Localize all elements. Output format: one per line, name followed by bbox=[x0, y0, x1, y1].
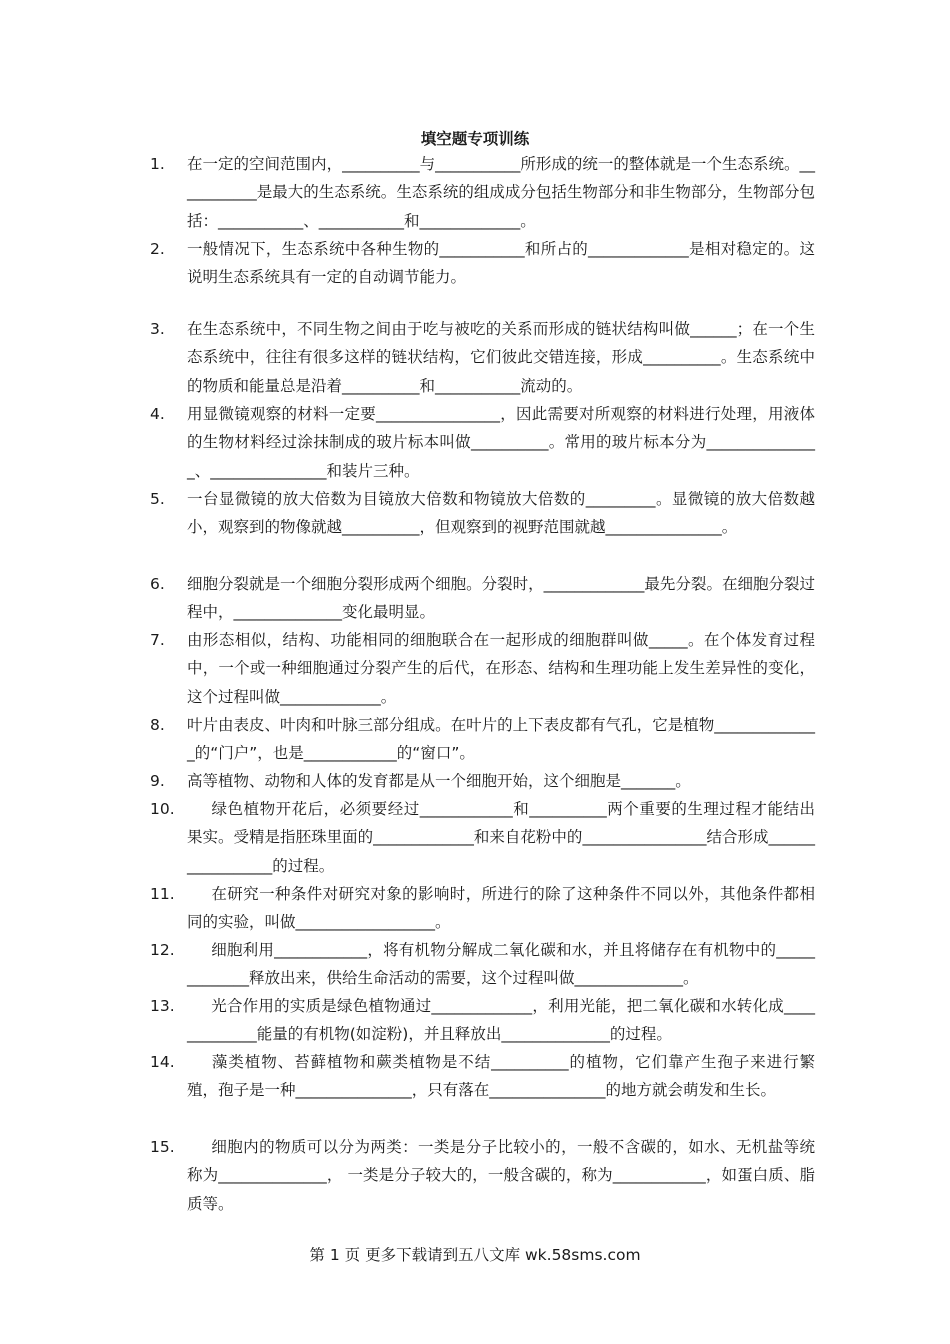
question-text-body: 在研究一种条件对研究对象的影响时，所进行的除了这种条件不同以外，其他条件都相同的实验，叫做__________________。 bbox=[187, 885, 815, 932]
question-text: 叶片由表皮、叶肉和叶脉三部分组成。在叶片的上下表皮都有气孔，它是植物______________的“门户”，也是____________的“窗口”。 bbox=[187, 716, 815, 763]
question-text: 由形态相似，结构、功能相同的细胞联合在一起形成的细胞群叫做_____。在个体发育过程中，一个或一种细胞通过分裂产生的后代，在形态、结构和生理功能上发生差异性的变化，这个过程叫做_____________。 bbox=[187, 631, 815, 706]
question-text-body: 细胞内的物质可以分为两类：一类是分子比较小的，一般不含碳的，如水、无机盐等统称为______________， 一类是分子较大的，一般含碳的，称为____________，如蛋白质、脂质等。 bbox=[187, 1138, 815, 1213]
question-number: 12. bbox=[150, 941, 175, 959]
question-item bbox=[150, 767, 815, 795]
question-number: 9. bbox=[150, 772, 165, 790]
question-number: 13. bbox=[150, 997, 175, 1015]
question-text: 一台显微镜的放大倍数为目镜放大倍数和物镜放大倍数的_________。显微镜的放大倍数越小，观察到的物像就越__________，但观察到的视野范围就越_______________。 bbox=[187, 490, 815, 537]
question-number: 10. bbox=[150, 800, 175, 818]
question-text-body: 藻类植物、苔藓植物和蕨类植物是不结__________的植物，它们靠产生孢子来进行繁殖，孢子是一种_______________，只有落在_______________的地方就会萌发和生长。 bbox=[187, 1053, 815, 1100]
question-item bbox=[150, 485, 815, 542]
question-text bbox=[187, 1048, 815, 1105]
question-text bbox=[187, 795, 815, 880]
question-text-body: 绿色植物开花后，必须要经过____________和__________两个重要的生理过程才能结出果实。受精是指胚珠里面的_____________和来自花粉中的________________结合形成_________________的过程。 bbox=[187, 800, 815, 875]
question-number: 14. bbox=[150, 1053, 175, 1071]
question-item bbox=[150, 880, 815, 937]
question-text-body: 细胞利用____________，将有机物分解成二氧化碳和水，并且将储存在有机物中的_____________释放出来，供给生命活动的需要，这个过程叫做______________。 bbox=[187, 941, 815, 988]
question-text: 一般情况下，生态系统中各种生物的___________和所占的_____________是相对稳定的。这说明生态系统具有一定的自动调节能力。 bbox=[187, 240, 815, 287]
question-number: 1. bbox=[150, 155, 165, 173]
question-number: 4. bbox=[150, 405, 165, 423]
question-item bbox=[150, 936, 815, 993]
question-item bbox=[150, 235, 815, 292]
question-item bbox=[150, 315, 815, 400]
question-text-body: 光合作用的实质是绿色植物通过_____________，利用光能，把二氧化碳和水转化成_____________能量的有机物(如淀粉)，并且释放出______________的过程。 bbox=[187, 997, 815, 1044]
question-number: 15. bbox=[150, 1138, 175, 1156]
question-item bbox=[150, 795, 815, 880]
question-item bbox=[150, 150, 815, 235]
question-text bbox=[187, 1133, 815, 1218]
question-number: 5. bbox=[150, 490, 165, 508]
question-number: 11. bbox=[150, 885, 175, 903]
question-text: 高等植物、动物和人体的发育都是从一个细胞开始，这个细胞是_______。 bbox=[187, 772, 691, 790]
question-text: 用显微镜观察的材料一定要________________，因此需要对所观察的材料进行处理，用液体的生物材料经过涂抹制成的玻片标本叫做__________。常用的玻片标本分为_______________、_______________和装片三种。 bbox=[187, 405, 815, 480]
page-footer: 第 1 页 更多下载请到五八文库 wk.58sms.com bbox=[309, 1246, 641, 1264]
question-item bbox=[150, 570, 815, 627]
question-item bbox=[150, 1133, 815, 1218]
question-number: 8. bbox=[150, 716, 165, 734]
question-text bbox=[187, 936, 815, 993]
question-item bbox=[150, 711, 815, 768]
page-title: 填空题专项训练 bbox=[420, 130, 530, 148]
question-number: 6. bbox=[150, 575, 165, 593]
question-number: 2. bbox=[150, 240, 165, 258]
question-text bbox=[187, 880, 815, 937]
question-text: 在生态系统中，不同生物之间由于吃与被吃的关系而形成的链状结构叫做______；在一个生态系统中，往往有很多这样的链状结构，它们彼此交错连接，形成__________。生态系统中的物质和能量总是沿着__________和___________流动的。 bbox=[187, 320, 815, 395]
question-number: 7. bbox=[150, 631, 165, 649]
question-text bbox=[187, 992, 815, 1049]
question-item bbox=[150, 1048, 815, 1105]
question-text: 在一定的空间范围内，__________与___________所形成的统一的整体就是一个生态系统。___________是最大的生态系统。生态系统的组成成分包括生物部分和非生物部分，生物部分包括：___________、___________和_____________。 bbox=[187, 155, 815, 230]
question-item bbox=[150, 400, 815, 485]
question-number: 3. bbox=[150, 320, 165, 338]
question-text: 细胞分裂就是一个细胞分裂形成两个细胞。分裂时，_____________最先分裂。在细胞分裂过程中，______________变化最明显。 bbox=[187, 575, 815, 622]
question-item bbox=[150, 992, 815, 1049]
question-item bbox=[150, 626, 815, 711]
